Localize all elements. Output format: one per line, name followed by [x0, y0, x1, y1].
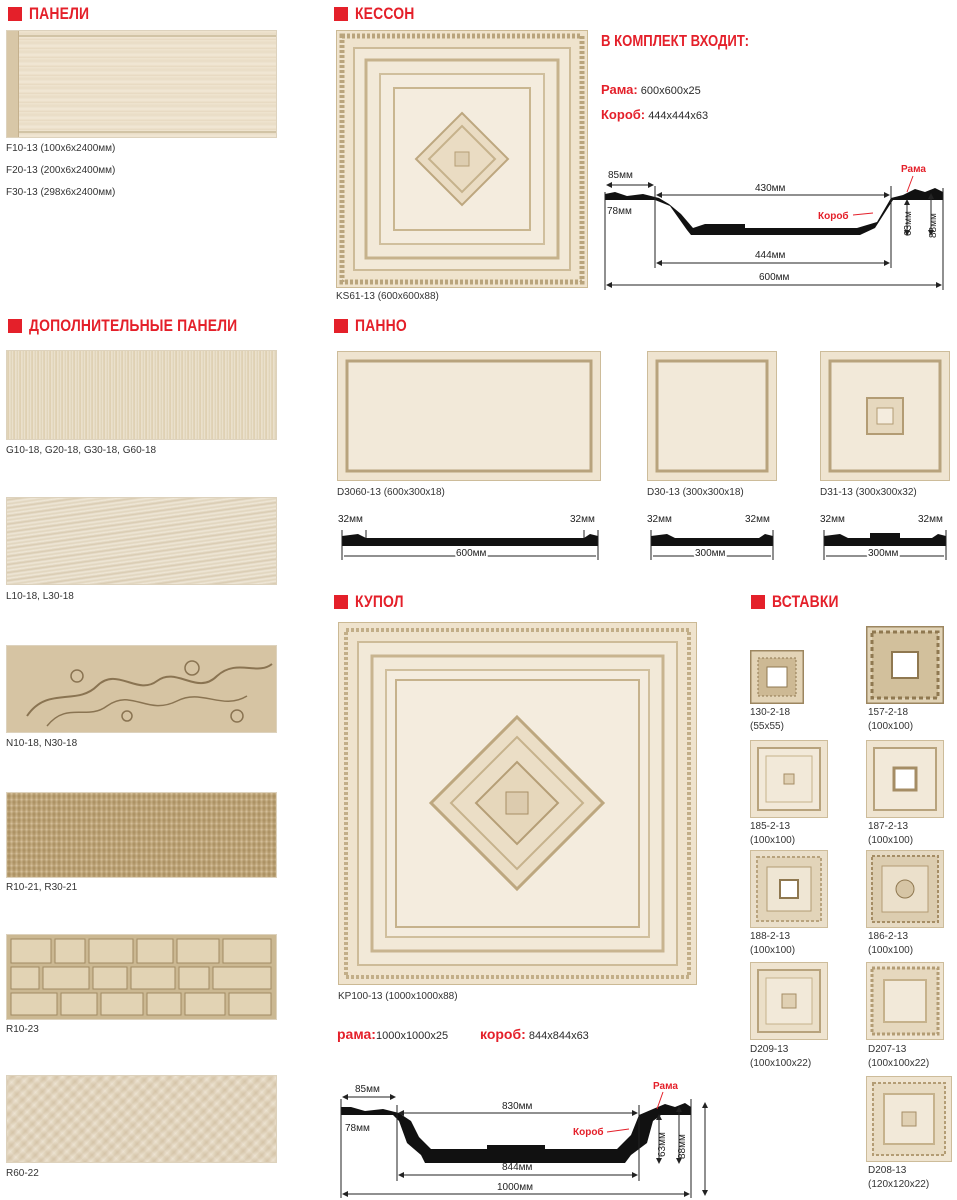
- red-square-icon: [334, 595, 348, 609]
- panno-d31-profile: [820, 510, 950, 560]
- kesson-image: [336, 30, 588, 288]
- panno-d3060-image: [337, 351, 601, 481]
- kesson-profile-diagram: [595, 158, 952, 290]
- dim-left: 32мм: [820, 514, 845, 525]
- insert-caption: 186-2-13 (100x100): [868, 931, 914, 956]
- kupol-korob-line: короб: 844x844x63: [480, 1026, 589, 1042]
- label-korob: Короб: [818, 211, 849, 222]
- section-header-extra-panels: ДОПОЛНИТЕЛЬНЫЕ ПАНЕЛИ: [8, 315, 283, 337]
- section-header-vstavki: ВСТАВКИ: [751, 591, 853, 613]
- texture-panel-r10-23: [6, 934, 277, 1020]
- dim-444: 444мм: [755, 250, 786, 261]
- insert-caption: 187-2-13 (100x100): [868, 821, 914, 846]
- dim-1000: 1000мм: [497, 1182, 533, 1193]
- dim-right: 32мм: [570, 514, 595, 525]
- dim-left: 32мм: [647, 514, 672, 525]
- texture-panel-l: [6, 497, 277, 585]
- dim-78: 78мм: [345, 1123, 370, 1134]
- insert-caption: 188-2-13 (100x100): [750, 931, 796, 956]
- label-korob: Короб: [573, 1127, 604, 1138]
- insert-188-2-13-image: [750, 850, 828, 928]
- insert-186-2-13-image: [866, 850, 944, 928]
- panno-caption: D31-13 (300x300x32): [820, 487, 917, 498]
- insert-d209-13-image: [750, 962, 828, 1040]
- insert-d207-13-image: [866, 962, 944, 1040]
- insert-130-2-18-image: [750, 650, 804, 704]
- dim-width: 300мм: [868, 548, 899, 559]
- texture-panel-r60-22: [6, 1075, 277, 1163]
- red-square-icon: [751, 595, 765, 609]
- texture-caption: R10-21, R30-21: [6, 882, 78, 893]
- dim-left: 32мм: [338, 514, 363, 525]
- insert-caption: D208-13 (120x120x22): [868, 1165, 930, 1190]
- section-header-kesson: КЕССОН: [334, 3, 428, 25]
- panno-d3060-profile: [338, 510, 602, 560]
- dim-430: 430мм: [755, 183, 786, 194]
- panel-size-line: F10-13 (100х6х2400мм): [6, 143, 116, 154]
- dim-right: 32мм: [918, 514, 943, 525]
- dim-63: 63мм: [903, 211, 914, 236]
- label-rama: Рама: [901, 164, 926, 175]
- insert-caption: 130-2-18 (55x55): [750, 707, 791, 732]
- insert-caption: 157-2-18 (100x100): [868, 707, 914, 732]
- panno-d31-image: [820, 351, 950, 481]
- dim-right: 32мм: [745, 514, 770, 525]
- insert-caption: D209-13 (100x100x22): [750, 1044, 812, 1069]
- dim-63: 63мм: [657, 1132, 668, 1157]
- section-header-panels: ПАНЕЛИ: [8, 3, 102, 25]
- insert-caption: D207-13 (100x100x22): [868, 1044, 930, 1069]
- insert-185-2-13-image: [750, 740, 828, 818]
- panno-caption: D3060-13 (600x300x18): [337, 487, 445, 498]
- kesson-rama-line: Рама: 600x600x25: [601, 82, 701, 97]
- texture-caption: N10-18, N30-18: [6, 738, 78, 749]
- insert-157-2-18-image: [866, 626, 944, 704]
- section-header-panno: ПАННО: [334, 315, 418, 337]
- red-square-icon: [334, 319, 348, 333]
- texture-caption: R10-23: [6, 1024, 39, 1035]
- panel-size-line: F30-13 (298х6х2400мм): [6, 187, 116, 198]
- kit-title: В КОМПЛЕКТ ВХОДИТ:: [601, 33, 750, 50]
- dim-844: 844мм: [502, 1162, 533, 1173]
- kesson-caption: KS61-13 (600x600x88): [336, 291, 439, 302]
- texture-panel-r10-21: [6, 792, 277, 878]
- kupol-rama-line: рама:1000x1000x25: [337, 1026, 449, 1042]
- kesson-korob-line: Короб: 444x444x63: [601, 107, 709, 122]
- dim-88: 88мм: [928, 213, 939, 238]
- panno-caption: D30-13 (300x300x18): [647, 487, 744, 498]
- red-square-icon: [334, 7, 348, 21]
- kupol-profile-diagram: [335, 1077, 715, 1198]
- label-rama: Рама: [653, 1081, 678, 1092]
- texture-caption: G10-18, G20-18, G30-18, G60-18: [6, 445, 157, 456]
- panel-sample-f: [6, 30, 277, 138]
- kupol-caption: KP100-13 (1000x1000x88): [338, 991, 458, 1002]
- dim-88: 88мм: [677, 1134, 688, 1159]
- texture-caption: R60-22: [6, 1168, 39, 1179]
- panel-size-line: F20-13 (200х6х2400мм): [6, 165, 116, 176]
- texture-panel-g: [6, 350, 277, 440]
- section-header-kupol: КУПОЛ: [334, 591, 414, 613]
- insert-caption: 185-2-13 (100x100): [750, 821, 796, 846]
- insert-187-2-13-image: [866, 740, 944, 818]
- panno-d30-profile: [647, 510, 777, 560]
- dim-width: 300мм: [695, 548, 726, 559]
- insert-d208-13-image: [866, 1076, 952, 1162]
- dim-830: 830мм: [502, 1101, 533, 1112]
- dim-78: 78мм: [607, 206, 632, 217]
- dim-600: 600мм: [759, 272, 790, 283]
- dim-width: 600мм: [456, 548, 487, 559]
- red-square-icon: [8, 319, 22, 333]
- dim-85: 85мм: [608, 170, 633, 181]
- red-square-icon: [8, 7, 22, 21]
- panno-d30-image: [647, 351, 777, 481]
- dim-85: 85мм: [355, 1084, 380, 1095]
- texture-caption: L10-18, L30-18: [6, 591, 74, 602]
- kupol-image: [338, 622, 697, 985]
- texture-panel-n: [6, 645, 277, 733]
